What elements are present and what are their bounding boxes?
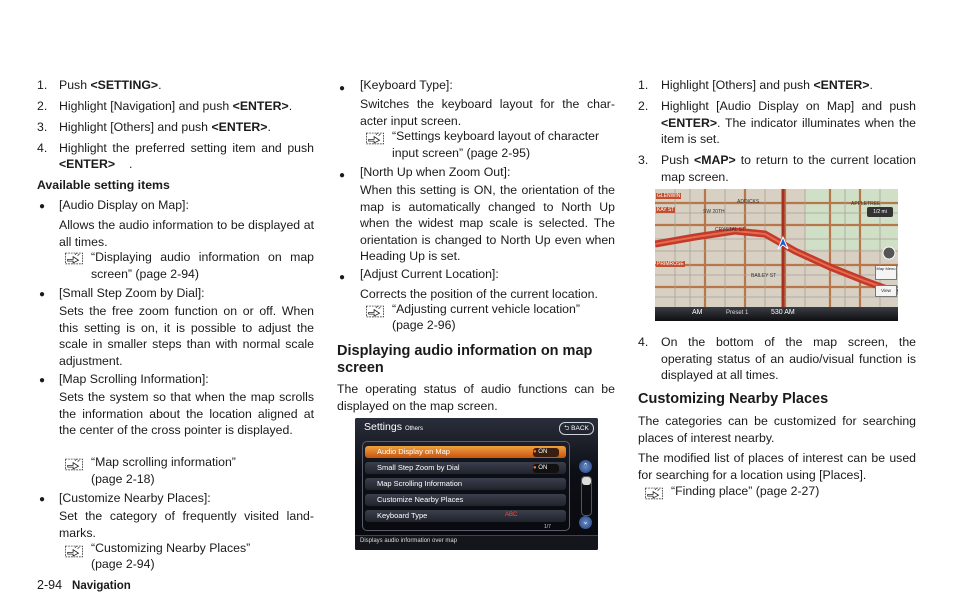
item-label: [Map Scrolling Information]: (59, 372, 209, 386)
item-desc: Set the category of frequently visited land-marks. (59, 509, 314, 540)
map-graphic (655, 189, 898, 321)
street-label: BAILEY ST (751, 273, 777, 279)
bullet: ● (39, 494, 46, 505)
settings-row[interactable]: Keyboard Type (377, 511, 428, 520)
screen-subtitle: Others (404, 426, 423, 432)
bullet: ● (39, 375, 46, 386)
available-heading: Available setting items (37, 178, 170, 192)
reference-icon (366, 304, 384, 318)
settings-row[interactable]: Customize Nearby Places (377, 495, 464, 504)
street-label: PRIMROSE (657, 261, 684, 267)
item-label: [Audio Display on Map]: (59, 198, 189, 212)
item-ref[interactable]: “Adjusting current vehicle location” (392, 302, 580, 316)
settings-screen: Settings Others ⮌ BACK Audio Display on Map ● ON Small Step Zoom by Dial ● ON Map Scrolling Information Customize Nearby Places Keyboard Type ABC 1/7 ⌃ ⌄ Displays audio information over map (355, 418, 598, 550)
page-footer (37, 578, 131, 592)
section-title: Customizing Nearby Places (638, 391, 829, 407)
scrollbar[interactable] (581, 476, 592, 516)
item-label: [Adjust Current Location]: (360, 267, 499, 281)
reference-icon (65, 251, 83, 265)
item-ref[interactable]: “Map scrolling information” (91, 455, 236, 469)
item-ref[interactable]: “Customizing Nearby Places” (91, 541, 251, 555)
section-text: The modified list of places of interest can be used for searching for a location using [Places]. (638, 451, 916, 482)
footer-section: Navigation (72, 580, 131, 592)
item-ref[interactable]: “Displaying audio information on map screen” (page 2-94) (91, 250, 314, 281)
item-ref[interactable]: “Finding place” (page 2-27) (671, 484, 820, 498)
back-button[interactable]: ⮌ BACK (559, 422, 594, 435)
item-ref-page: (page 2-18) (91, 472, 155, 486)
section-text: The categories can be customized for searching places of interest nearby. (638, 414, 916, 445)
reference-icon (645, 486, 663, 500)
street-label: APPLETREE (851, 201, 881, 207)
item-ref-page: (page 2-96) (392, 318, 456, 332)
bullet: ● (39, 201, 46, 212)
street-label: SW 20TH (703, 209, 725, 215)
street-label: ADDICKS (737, 199, 760, 205)
section-text: The operating status of audio functions can be displayed on the map screen. (337, 382, 615, 413)
street-label: KAY ST (657, 207, 675, 213)
item-desc: Switches the keyboard layout for the char-acter input screen. (360, 97, 615, 128)
settings-row[interactable]: Audio Display on Map (377, 447, 450, 456)
bullet: ● (39, 289, 46, 300)
settings-row[interactable]: Small Step Zoom by Dial (377, 463, 460, 472)
item-desc: When this setting is ON, the orientation of the map is automatically changed to North Up when the widest map scale is selected. The orientation is changed to North Up even when Heading Up is set. (360, 183, 615, 263)
bullet: ● (339, 170, 346, 181)
map-screen (655, 189, 898, 321)
item-ref-page: input screen” (page 2-95) (392, 146, 531, 160)
audio-status-bar: AM Preset 1 530 AM (655, 307, 898, 321)
item-label: [Small Step Zoom by Dial]: (59, 286, 205, 300)
map-menu-button[interactable]: Map Menu (875, 265, 897, 280)
item-desc: Corrects the position of the current location. (360, 287, 598, 301)
item-ref-page: (page 2-94) (91, 557, 155, 571)
item-label: [North Up when Zoom Out]: (360, 165, 511, 179)
bullet: ● (339, 83, 346, 94)
street-label: GLENWIN (657, 193, 681, 199)
scroll-up-button[interactable]: ⌃ (579, 460, 592, 473)
item-label: [Keyboard Type]: (360, 78, 453, 92)
status-text: Displays audio information over map (360, 538, 458, 544)
screen-title: Settings (364, 421, 402, 433)
item-label: [Customize Nearby Places]: (59, 491, 211, 505)
page-number: 2-94 (37, 578, 63, 592)
bullet: ● (339, 272, 346, 283)
section-title: Displaying audio information on map screen (337, 343, 593, 376)
item-desc: Allows the audio information to be displayed at all times. (59, 218, 314, 249)
view-button[interactable]: View (875, 285, 897, 297)
reference-icon (366, 131, 384, 145)
street-label: CRYSTAL ST (715, 227, 746, 233)
scroll-down-button[interactable]: ⌄ (579, 516, 592, 529)
reference-icon (65, 457, 83, 471)
item-desc: Sets the system so that when the map scrolls the information about the location aligned at the center of the cross pointer is displayed. (59, 390, 314, 437)
item-desc: Sets the free zoom function on or off. When this setting is on, it is possible to adjust the scale in smaller steps than with normal scale adjustment. (59, 304, 314, 368)
reference-icon (65, 544, 83, 558)
map-scale[interactable]: 1/2 mi (867, 207, 893, 217)
settings-row[interactable]: Map Scrolling Information (377, 479, 463, 488)
item-ref[interactable]: “Settings keyboard layout of character (392, 129, 600, 143)
page-indicator: 1/7 (544, 524, 551, 530)
